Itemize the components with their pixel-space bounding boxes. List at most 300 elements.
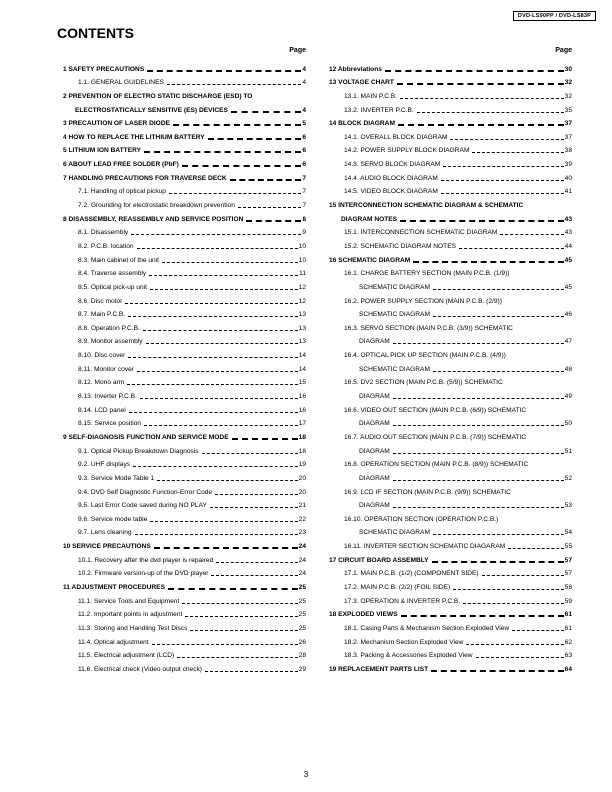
toc-entry-title: 17.3. OPERATION & INVERTER P.C.B. xyxy=(344,597,461,605)
toc-entry-page: 9 xyxy=(302,229,306,237)
dot-leader xyxy=(216,562,297,563)
dot-leader xyxy=(472,152,563,153)
toc-entry-title: DIAGRAM xyxy=(359,447,390,455)
toc-entry-title: 14 BLOCK DIAGRAM xyxy=(329,120,395,128)
toc-entry[interactable] xyxy=(60,619,306,633)
dot-leader xyxy=(232,438,298,440)
toc-entry-page: 26 xyxy=(298,638,306,646)
dot-leader xyxy=(393,343,564,344)
toc-entry-page: 49 xyxy=(564,393,572,401)
toc-entry-title: 16.2. POWER SUPPLY SECTION (MAIN P.C.B. (2/9)) xyxy=(344,297,502,305)
dot-leader xyxy=(450,139,563,140)
dot-leader xyxy=(147,70,301,72)
toc-entry-title: SCHEMATIC DIAGRAM xyxy=(359,283,430,291)
toc-entry-page: 6 xyxy=(302,147,306,155)
toc-entry-page: 29 xyxy=(298,665,306,673)
toc-entry-title: DIAGRAM xyxy=(359,502,390,510)
toc-entry-title: 8.9. Monitor assembly xyxy=(78,338,143,346)
toc-column-right xyxy=(326,46,572,674)
toc-entry-title: 16.11. INVERTER SECTION SCHEMATIC DIAGARAM xyxy=(344,543,506,551)
toc-entry[interactable] xyxy=(326,319,572,333)
toc-entry[interactable] xyxy=(60,155,306,169)
toc-entry[interactable] xyxy=(326,524,572,538)
dot-leader xyxy=(231,111,301,113)
toc-entry[interactable] xyxy=(326,115,572,129)
toc-entry-page: 41 xyxy=(564,188,572,196)
toc-entry-page: 47 xyxy=(564,338,572,346)
toc-entry-title: 10 SERVICE PRECAUTIONS xyxy=(63,543,151,551)
toc-entry-title: DIAGRAM NOTES xyxy=(341,215,398,223)
toc-entry[interactable] xyxy=(326,60,572,74)
toc-entry-title: 11 ADJUSTMENT PROCEDURES xyxy=(63,583,165,591)
toc-entry-page: 16 xyxy=(298,406,306,414)
toc-entry-title: 9.2. UHF displays xyxy=(78,461,131,469)
dot-leader xyxy=(230,179,302,181)
page-title: CONTENTS xyxy=(57,25,134,41)
dot-leader xyxy=(133,466,298,467)
toc-entry-title: 16.5. DV2 SECTION (MAIN P.C.B. (5/9)) SCHEMATIC xyxy=(344,379,503,387)
dot-leader xyxy=(157,480,298,481)
toc-entry-page: 50 xyxy=(564,420,572,428)
toc-entry[interactable] xyxy=(326,551,572,565)
toc-entry[interactable] xyxy=(60,537,306,551)
toc-entry[interactable] xyxy=(326,578,572,592)
toc-entry[interactable] xyxy=(60,346,306,360)
dot-leader xyxy=(246,220,301,222)
toc-entry-title: 7.1. Handling of optical pickup xyxy=(78,188,166,196)
dot-leader xyxy=(512,630,563,631)
toc-entry[interactable] xyxy=(326,74,572,88)
toc-entry[interactable] xyxy=(60,606,306,620)
toc-entry[interactable] xyxy=(326,633,572,647)
toc-entry[interactable] xyxy=(326,497,572,511)
toc-entry-title: 14.4. AUDIO BLOCK DIAGRAM xyxy=(344,174,438,182)
toc-entry-page: 38 xyxy=(564,147,572,155)
toc-entry-title: 8.2. P.C.B. location xyxy=(78,242,134,250)
dot-leader xyxy=(393,480,564,481)
toc-entry-page: 10 xyxy=(298,242,306,250)
toc-entry-page: 20 xyxy=(298,488,306,496)
toc-entry-page: 58 xyxy=(564,583,572,591)
toc-entry-page: 24 xyxy=(298,556,306,564)
dot-leader xyxy=(238,207,301,208)
toc-entry[interactable] xyxy=(60,183,306,197)
toc-entry-page: 40 xyxy=(564,174,572,182)
dot-leader xyxy=(146,343,298,344)
dot-leader xyxy=(149,275,298,276)
toc-entry[interactable] xyxy=(326,292,572,306)
toc-entry[interactable] xyxy=(60,265,306,279)
toc-entry-page: 13 xyxy=(298,338,306,346)
dot-leader xyxy=(202,453,298,454)
toc-entry[interactable] xyxy=(60,524,306,538)
dot-leader xyxy=(393,507,564,508)
toc-entry-title: ELECTROSTATICALLY SENSITIVE (ES) DEVICES xyxy=(75,106,228,114)
toc-entry[interactable] xyxy=(60,660,306,674)
toc-entry-title: 18.3. Packing & Accessories Exploded View xyxy=(344,652,473,660)
dot-leader xyxy=(413,261,563,263)
toc-entry[interactable] xyxy=(326,415,572,429)
dot-leader xyxy=(463,603,563,604)
dot-leader xyxy=(211,575,297,576)
toc-entry-page: 53 xyxy=(564,502,572,510)
toc-entry[interactable] xyxy=(60,442,306,456)
dot-leader xyxy=(393,398,564,399)
toc-entry-title: 8.5. Optical pick-up unit xyxy=(78,283,147,291)
toc-entry-title: 17 CIRCUIT BOARD ASSEMBLY xyxy=(329,556,429,564)
toc-entry-page: 13 xyxy=(298,324,306,332)
toc-entry-title: SCHEMATIC DIAGRAM xyxy=(359,529,430,537)
toc-entry-title: 9.6. Service mode table xyxy=(78,515,148,523)
toc-entry-page: 59 xyxy=(564,597,572,605)
toc-entry[interactable] xyxy=(60,374,306,388)
toc-entry-page: 14 xyxy=(298,352,306,360)
toc-entry[interactable] xyxy=(60,292,306,306)
toc-entry[interactable] xyxy=(60,87,306,101)
toc-entry[interactable] xyxy=(326,483,572,497)
dot-leader xyxy=(182,165,301,167)
toc-entry-page: 25 xyxy=(298,583,306,591)
dot-leader xyxy=(177,657,297,658)
toc-entry-page: 32 xyxy=(564,92,572,100)
toc-entry[interactable] xyxy=(60,510,306,524)
toc-entry-page: 57 xyxy=(564,556,572,564)
toc-entry-title: 13.1. MAIN P.C.B. xyxy=(344,92,398,100)
dot-leader xyxy=(400,220,564,222)
toc-entry-title: 19 REPLACEMENT PARTS LIST xyxy=(329,665,429,673)
toc-entry[interactable] xyxy=(60,483,306,497)
toc-entry[interactable] xyxy=(326,660,572,674)
toc-entry-title: 11.3. Storing and Handling Test Discs xyxy=(78,624,188,632)
dot-leader xyxy=(143,330,298,331)
toc-entry[interactable] xyxy=(326,428,572,442)
dot-leader xyxy=(431,670,563,672)
toc-entry[interactable] xyxy=(326,510,572,524)
toc-entry[interactable] xyxy=(326,346,572,360)
toc-entry-page: 5 xyxy=(302,120,306,128)
toc-entry-page: 8 xyxy=(302,215,306,223)
toc-entry-page: 54 xyxy=(564,529,572,537)
dot-leader xyxy=(128,316,297,317)
toc-entry[interactable] xyxy=(60,278,306,292)
toc-column-left xyxy=(60,46,306,674)
toc-entry-title: 8.3. Main cabinet of the unit xyxy=(78,256,160,264)
toc-entry-page: 25 xyxy=(298,611,306,619)
toc-entry-title: DIAGRAM xyxy=(359,420,390,428)
page-number: 3 xyxy=(303,770,309,779)
toc-entry-title: 17.2. MAIN P.C.B. (2/2) (FOIL SIDE) xyxy=(344,583,451,591)
toc-entry-title: 9.1. Optical Pickup Breakdown Diagnosis xyxy=(78,447,199,455)
toc-entry-title: 9.5. Last Error Code saved during NO PLAY xyxy=(78,502,207,510)
toc-entry-page: 16 xyxy=(298,393,306,401)
dot-leader xyxy=(433,534,564,535)
dot-leader xyxy=(385,70,564,72)
dot-leader xyxy=(152,644,298,645)
toc-entry-title: DIAGRAM xyxy=(359,393,390,401)
toc-entry[interactable] xyxy=(60,60,306,74)
toc-entry-title: 1 SAFETY PRECAUTIONS xyxy=(63,65,145,73)
toc-entry[interactable] xyxy=(326,456,572,470)
toc-entry-title: 1.1. GENERAL GUIDELINES xyxy=(78,79,164,87)
toc-entry[interactable] xyxy=(326,128,572,142)
dot-leader xyxy=(500,234,563,235)
toc-entry-title: 16.8. OPERATION SECTION (MAIN P.C.B. (8/9)) SCHEMATIC xyxy=(344,461,529,469)
toc-entry-page: 13 xyxy=(298,311,306,319)
dot-leader xyxy=(154,547,298,549)
toc-entry[interactable] xyxy=(60,387,306,401)
dot-leader xyxy=(150,289,298,290)
toc-entry-title: 7 HANDLING PRECAUTIONS FOR TRAVERSE DECK xyxy=(63,174,227,182)
toc-entry[interactable] xyxy=(60,497,306,511)
toc-entry-title: 13 VOLTAGE CHART xyxy=(329,79,394,87)
toc-entry[interactable] xyxy=(326,155,572,169)
toc-entry-title: 8.14. LCD panel xyxy=(78,406,126,414)
dot-leader xyxy=(433,316,564,317)
toc-entry-page: 52 xyxy=(564,474,572,482)
toc-entry-page: 55 xyxy=(564,543,572,551)
toc-entry-title: 8.11. Monitor cover xyxy=(78,365,134,373)
toc-entry[interactable] xyxy=(326,306,572,320)
toc-entry[interactable] xyxy=(60,469,306,483)
toc-entry[interactable] xyxy=(60,210,306,224)
toc-entry-page: 17 xyxy=(298,420,306,428)
toc-entry[interactable] xyxy=(326,142,572,156)
dot-leader xyxy=(433,289,564,290)
dot-leader xyxy=(441,193,564,194)
toc-entry-page: 44 xyxy=(564,242,572,250)
dot-leader xyxy=(210,507,298,508)
toc-entry-title: 2 PREVENTION OF ELECTRO STATIC DISCHARGE (ESD) TO xyxy=(63,92,253,100)
dot-leader xyxy=(441,180,564,181)
toc-entry-title: SCHEMATIC DIAGRAM xyxy=(359,365,430,373)
toc-entry[interactable] xyxy=(326,565,572,579)
toc-entry[interactable] xyxy=(326,278,572,292)
toc-entry-title: 5 LITHIUM ION BATTERY xyxy=(63,147,142,155)
toc-entry-page: 4 xyxy=(302,65,306,73)
toc-entry-title: 8.12. Mono arm xyxy=(78,379,125,387)
toc-entry[interactable] xyxy=(60,115,306,129)
toc-entry-title: 14.1. OVERALL BLOCK DIAGRAM xyxy=(344,133,448,141)
toc-entry-title: SCHEMATIC DIAGRAM xyxy=(359,311,430,319)
toc-entry[interactable] xyxy=(60,633,306,647)
toc-entry-title: 8.10. Disc cover xyxy=(78,352,126,360)
dot-leader xyxy=(150,521,297,522)
toc-entry-page: 22 xyxy=(298,515,306,523)
dot-leader xyxy=(167,84,301,85)
toc-entry-title: 10.1. Recovery after the dvd player is repaired xyxy=(78,556,214,564)
toc-entry[interactable] xyxy=(326,265,572,279)
toc-entry-page: 24 xyxy=(298,570,306,578)
toc-entry-page: 14 xyxy=(298,365,306,373)
dot-leader xyxy=(137,248,298,249)
dot-leader xyxy=(482,575,564,576)
toc-entry[interactable] xyxy=(60,578,306,592)
toc-entry-page: 51 xyxy=(564,447,572,455)
toc-entry[interactable] xyxy=(326,101,572,115)
toc-entry[interactable] xyxy=(60,428,306,442)
toc-entry[interactable] xyxy=(326,469,572,483)
toc-entry[interactable] xyxy=(60,592,306,606)
dot-leader xyxy=(173,124,301,126)
toc-entry-page: 43 xyxy=(564,229,572,237)
toc-entry-page: 24 xyxy=(298,543,306,551)
toc-entry-title: 7.2. Grounding for electrostatic breakdown prevention xyxy=(78,202,235,210)
toc-entry-title: 16.6. VIDEO OUT SECTION (MAIN P.C.B. (6/9)) SCHEMATIC xyxy=(344,406,527,414)
toc-entry[interactable] xyxy=(60,319,306,333)
dot-leader xyxy=(476,657,564,658)
toc-entry-page: 18 xyxy=(298,433,306,441)
toc-entry[interactable] xyxy=(60,565,306,579)
toc-entry[interactable] xyxy=(326,251,572,265)
toc-entry[interactable] xyxy=(60,306,306,320)
toc-entry-page: 4 xyxy=(302,79,306,87)
toc-entry[interactable] xyxy=(326,592,572,606)
toc-entry-page: 18 xyxy=(298,447,306,455)
toc-entry-title: 8.13. Inverter P.C.B. xyxy=(78,393,137,401)
toc-entry-page: 6 xyxy=(302,133,306,141)
toc-entry[interactable] xyxy=(326,196,572,210)
toc-entry[interactable] xyxy=(326,224,572,238)
toc-entry-page: 37 xyxy=(564,120,572,128)
toc-entry-page: 7 xyxy=(302,202,306,210)
toc-entry-title: 11.1. Service Tools and Equipment xyxy=(78,597,180,605)
toc-entry-title: 4 HOW TO REPLACE THE LITHIUM BATTERY xyxy=(63,133,205,141)
toc-list-left xyxy=(60,60,306,674)
toc-entry-title: 14.5. VIDEO BLOCK DIAGRAM xyxy=(344,188,438,196)
dot-leader xyxy=(168,588,298,590)
dot-leader xyxy=(144,151,301,153)
toc-entry[interactable] xyxy=(60,647,306,661)
toc-entry-title: 18.1. Casing Parts & Mechanism Section Exploded View xyxy=(344,624,510,632)
toc-entry-page: 23 xyxy=(298,529,306,537)
toc-entry-title: 13.2. INVERTER P.C.B. xyxy=(344,106,414,114)
dot-leader xyxy=(459,248,564,249)
toc-entry[interactable] xyxy=(326,619,572,633)
toc-entry-title: 15.2. SCHEMATIC DIAGRAM NOTES xyxy=(344,242,456,250)
toc-entry-page: 7 xyxy=(302,188,306,196)
toc-entry-page: 48 xyxy=(564,365,572,373)
dot-leader xyxy=(128,357,297,358)
toc-entry[interactable] xyxy=(60,551,306,565)
toc-entry-title: 16.7. AUDIO OUT SECTION (MAIN P.C.B. (7/9)) SCHEMATIC xyxy=(344,433,527,441)
dot-leader xyxy=(215,494,298,495)
dot-leader xyxy=(129,412,298,413)
dot-leader xyxy=(169,193,301,194)
toc-entry[interactable] xyxy=(60,196,306,210)
toc-entry-title: 3 PRECAUTION OF LASER DIODE xyxy=(63,120,170,128)
toc-entry[interactable] xyxy=(326,333,572,347)
dot-leader xyxy=(453,589,563,590)
toc-entry[interactable] xyxy=(60,401,306,415)
dot-leader xyxy=(443,166,563,167)
dot-leader xyxy=(127,384,297,385)
toc-entry[interactable] xyxy=(326,537,572,551)
toc-entry-page: 39 xyxy=(564,161,572,169)
dot-leader xyxy=(205,671,298,672)
dot-leader xyxy=(182,603,297,604)
dot-leader xyxy=(400,98,564,99)
toc-entry-title: 16.3. SERVO SECTION (MAIN P.C.B. (3/9)) SCHEMATIC xyxy=(344,324,513,332)
toc-entry-title: 14.2. POWER SUPPLY BLOCK DIAGRAM xyxy=(344,147,470,155)
toc-entry-title: 9.7. Lens cleaning xyxy=(78,529,132,537)
toc-entry-page: 4 xyxy=(302,106,306,114)
dot-leader xyxy=(137,371,298,372)
toc-entry-page: 28 xyxy=(298,652,306,660)
toc-entry[interactable] xyxy=(60,224,306,238)
toc-entry-page: 43 xyxy=(564,215,572,223)
toc-entry-title: 9.3. Service Mode Table 1 xyxy=(78,474,155,482)
toc-entry-title: DIAGRAM xyxy=(359,474,390,482)
dot-leader xyxy=(208,138,302,140)
toc-entry-title: 8.7. Main P.C.B. xyxy=(78,311,126,319)
toc-entry-title: 16 SCHEMATIC DIAGRAM xyxy=(329,256,411,264)
toc-entry[interactable] xyxy=(326,606,572,620)
dot-leader xyxy=(398,124,564,126)
toc-entry[interactable] xyxy=(326,237,572,251)
toc-entry[interactable] xyxy=(60,415,306,429)
toc-entry[interactable] xyxy=(326,387,572,401)
toc-entry[interactable] xyxy=(326,647,572,661)
toc-entry[interactable] xyxy=(60,169,306,183)
toc-entry[interactable] xyxy=(326,401,572,415)
toc-entry-title: 8.1. Disassembly xyxy=(78,229,129,237)
toc-entry-title: 18 EXPLODED VIEWS xyxy=(329,611,398,619)
toc-entry[interactable] xyxy=(326,183,572,197)
toc-entry[interactable] xyxy=(60,251,306,265)
toc-entry[interactable] xyxy=(326,360,572,374)
dot-leader xyxy=(190,630,297,631)
toc-entry[interactable] xyxy=(60,333,306,347)
toc-entry[interactable] xyxy=(326,374,572,388)
toc-entry[interactable] xyxy=(60,456,306,470)
toc-entry-title: 9 SELF-DIAGNOSIS FUNCTION AND SERVICE MODE xyxy=(63,433,229,441)
toc-entry-title: 16.10. OPERATION SECTION (OPERATION P.C.B.) xyxy=(344,515,499,523)
dot-leader xyxy=(135,534,298,535)
toc-entry-title: 8.8. Operation P.C.B. xyxy=(78,324,140,332)
toc-entry-page: 57 xyxy=(564,570,572,578)
toc-entry[interactable] xyxy=(326,442,572,456)
toc-entry[interactable] xyxy=(60,142,306,156)
dot-leader xyxy=(466,644,563,645)
toc-entry[interactable] xyxy=(326,169,572,183)
toc-entry-title: 8 DISASSEMBLY, REASSEMBLY AND SERVICE POSITION xyxy=(63,215,244,223)
toc-entry-title: 11.2. Important points in adjustment xyxy=(78,611,183,619)
toc-entry[interactable] xyxy=(60,237,306,251)
dot-leader xyxy=(393,425,564,426)
toc-entry[interactable] xyxy=(326,87,572,101)
toc-entry[interactable] xyxy=(60,360,306,374)
toc-entry-title: 16.9. LCD IF SECTION (MAIN P.C.B. (9/9)) SCHEMATIC xyxy=(344,488,511,496)
toc-entry-title: 15 INTERCONNECTION SCHEMATIC DIAGRAM & SCHEMATIC xyxy=(329,202,524,210)
toc-entry-page: 63 xyxy=(564,652,572,660)
toc-entry-page: 12 xyxy=(298,283,306,291)
toc-entry-title: 8.6. Disc motor xyxy=(78,297,123,305)
toc-entry[interactable] xyxy=(326,210,572,224)
toc-entry[interactable] xyxy=(60,101,306,115)
toc-entry-title: 16.1. CHARGE BATTERY SECTION (MAIN P.C.B. (1/9)) xyxy=(344,270,510,278)
toc-entry[interactable] xyxy=(60,128,306,142)
dot-leader xyxy=(433,371,564,372)
dot-leader xyxy=(125,303,297,304)
toc-entry-page: 15 xyxy=(298,379,306,387)
toc-entry-title: 11.6. Electrical check (Video output check) xyxy=(78,665,203,673)
dot-leader xyxy=(401,615,564,617)
dot-leader xyxy=(140,398,298,399)
dot-leader xyxy=(144,425,298,426)
toc-entry-title: 8.4. Traverse assembly xyxy=(78,270,147,278)
toc-entry-page: 25 xyxy=(298,624,306,632)
toc-entry[interactable] xyxy=(60,74,306,88)
